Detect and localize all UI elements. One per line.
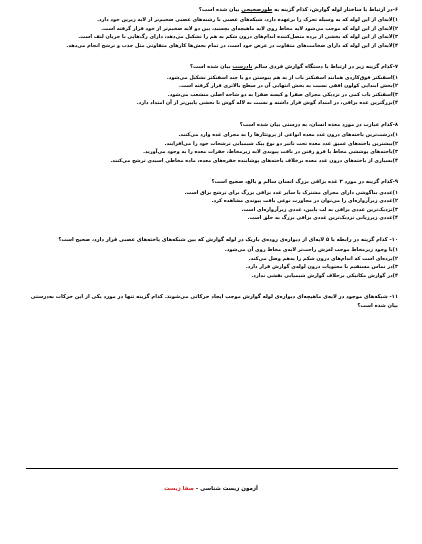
question-title: ۹-کدام گزینه در مورد ۳ غده بزاقی بزرگ انسان سالم و بالغ، صحیح است؟ <box>211 179 398 186</box>
question-7 <box>26 63 398 107</box>
question-11 <box>26 293 398 310</box>
question-10 <box>26 236 398 280</box>
answer-option[interactable]: ۱)با وجود زیرمخاط موجب لغزش راحت‌تر لایه‌ی مخاط روی آن می‌شود. <box>224 246 398 253</box>
question-title: ۱۱- شبکه‌های موجود در لایه‌ی ماهیچه‌ای دیواره‌ی لوله گوارش موجب ایجاد حرکاتی می‌شوند. کدام گزینه تنها در مورد یکی از این حرکات به‌درستی بیان شده است؟ <box>30 294 398 309</box>
answer-option[interactable]: ۴)غددی زیرزبانی نزدیک‌ترین غددی بزاقی بزرگ به حلق است. <box>247 215 398 222</box>
answer-option[interactable]: ۴)بسیاری از یاخته‌های درون غدد معده برخلاف یاخته‌های پوشاننده حفره‌های معده، ماده مخاطی اسیدی ترشح می‌کنند. <box>110 157 398 164</box>
footer <box>0 486 422 492</box>
answer-option[interactable]: ۲)غددی زیرآرواره‌ای را می‌توان در مجاورت نوعی بافت پیوندی مشاهده کرد. <box>211 198 398 205</box>
question-title: ۷-کدام گزینه زیر در ارتباط با دستگاه گوارش فردی سالم نادرست بیان شده است؟ <box>189 64 398 71</box>
answer-option[interactable]: ۳)لایه‌ای از این لوله که بخشی از پرده متصل‌کننده اندام‌های درون شکم به هم را تشکیل می‌دهد، دارای رگ‌هایی با جریان لنف است. <box>78 34 398 41</box>
answer-option[interactable]: ۳)در تماس مستقیم با محتویات درون لوله‌ی گوارش قرار دارد. <box>245 264 398 271</box>
footer-divider <box>26 468 398 469</box>
question-9 <box>26 178 398 222</box>
footer-brand: صفا زیست <box>164 486 194 492</box>
answer-option[interactable]: ۳)نزدیک‌ترین غددی بزاقی به لب پایین، غددی زیرآرواره‌ای است. <box>241 206 398 213</box>
answer-option[interactable]: ۲)بیشترین یاخته‌های عمیق غدد معده تحت تاثیر دو نوع پیک شیمیایی ترشحات خود را می‌افزایند. <box>164 140 398 147</box>
answer-option[interactable]: ۲)لایه‌ای از این لوله که موجب می‌شود لایه مخاط روی لایه ماهیچه‌ای بچسبد، بین دو لایه ضخیم‌تر از خود قرار گرفته است. <box>101 25 398 32</box>
answer-option[interactable]: ۱)اسفنکتر فوق‌کاردی همانند اسفنکتر باب از به هم پیوستن دو یا چند اسفنکتر تشکیل می‌شود. <box>166 74 398 81</box>
question-title: ۶-در ارتباط با ساختار لوله گوارش، کدام گزینه به طورصحیحی بیان شده است؟ <box>198 7 398 13</box>
footer-separator: - <box>194 486 201 492</box>
answer-option[interactable]: ۲)بخش ابتدایی کولون افقی نسبت به بخش انتهایی آن در سطح بالاتری قرار گرفته است. <box>179 83 398 90</box>
answer-option[interactable]: ۱)غددی بناگوشی دارای مجرای مشترک با سایر غدد بزاقی بزرگ برای ترشح بزاق است. <box>184 189 398 196</box>
answer-option[interactable]: ۴)در گوارش مکانیکی برخلاف گوارش شیمیایی نقشی ندارد. <box>251 272 398 279</box>
answer-option[interactable]: ۴)بزرگترین غده بزاقی، در امتداد گوش قرار داشته و نسبت به لاله گوش تا بخشی پایین‌تر از آن امتداد دارد. <box>136 100 398 107</box>
answer-option[interactable]: ۳)یاخته‌های پوششی مخاط با فرو رفتن در بافت پیوندی لایه زیرمخاط، حفرات معده را به وجود می‌آورند. <box>143 149 398 156</box>
question-8 <box>26 121 398 165</box>
footer-exam-name: آزمون زیست شناسی <box>200 486 258 492</box>
answer-option[interactable]: ۱)لایه‌ای از این لوله که به وسیله تحرک را برعهده دارد، شبکه‌های عصبی با رشته‌های عصبی ضخیم‌تر از لایه زیرین خود دارد. <box>97 17 398 24</box>
answer-option[interactable]: ۴)لایه‌ای از این لوله که دارای ضخامت‌های متفاوت در عرض خود است، در تمام بخش‌ها کارهای متفاوتی مثل جذب و ترشح انجام می‌دهد. <box>66 42 398 49</box>
answer-option[interactable]: ۳)اسفنکتر باب کمی در نزدیکی مجرای صفرا و کیسه صفرا به دو شاخه اصلی منشعب می‌شود. <box>167 91 398 98</box>
question-6 <box>26 6 398 50</box>
question-title: ۸-کدام عبارت در مورد معده انسان، به درستی بیان شده است؟ <box>239 121 398 128</box>
question-title: ۱۰- کدام گزینه در رابطه با ۵ لایه‌ای از دیواره‌ی روده‌ی باریک در لوله گوارش که بین شبکه‌های یاخته‌های عصبی قرار دارد، صحیح است؟ <box>58 236 398 243</box>
answer-option[interactable]: ۲)پرده‌ای است که اندام‌های درون شکم را به‌هم وصل می‌کند. <box>248 255 398 262</box>
answer-option[interactable]: ۱)درشت‌ترین یاخته‌های درون غدد معده انواعی از پروتئازها را به مجرای غده وارد می‌کنند. <box>178 132 398 139</box>
